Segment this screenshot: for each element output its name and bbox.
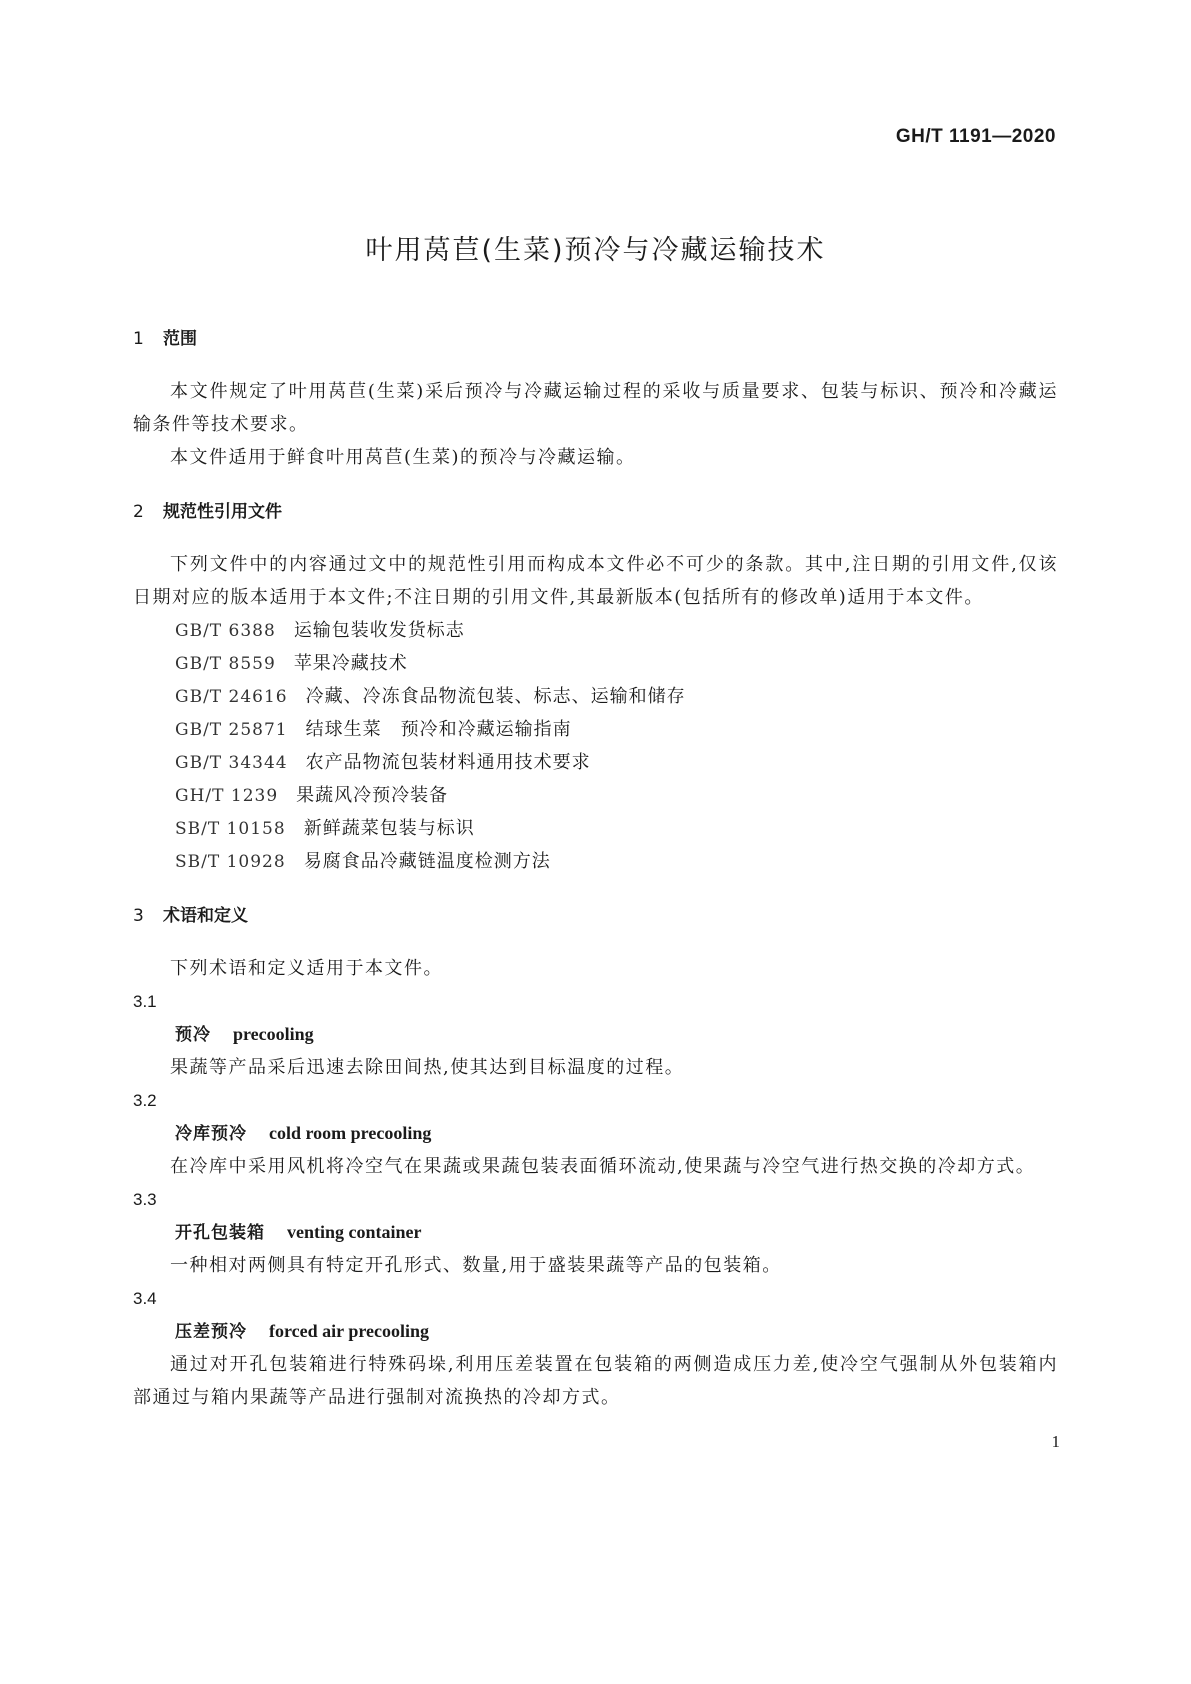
reference-title: 新鲜蔬菜包装与标识 [303, 818, 475, 839]
section-title: 范围 [163, 329, 197, 349]
reference-item [133, 845, 1058, 878]
section-number: 3 [133, 906, 144, 926]
reference-item [133, 713, 1058, 746]
scope-paragraph-2: 本文件适用于鲜食叶用莴苣(生菜)的预冷与冷藏运输。 [170, 447, 636, 468]
reference-code: GB/T 24616 [175, 687, 288, 707]
section-title: 规范性引用文件 [163, 502, 282, 522]
reference-item [133, 746, 1058, 779]
reference-code: SB/T 10928 [175, 852, 286, 872]
reference-code: GH/T 1239 [175, 786, 279, 806]
reference-item [133, 779, 1058, 812]
term-entry [133, 985, 1058, 1084]
scope-paragraph-1: 本文件规定了叶用莴苣(生菜)采后预冷与冷藏运输过程的采收与质量要求、包装与标识、预冷和冷藏运输条件等技术要求。 [133, 381, 1058, 435]
term-chinese: 预冷 [175, 1025, 211, 1045]
term-number: 3.1 [133, 992, 157, 1011]
reference-title: 农产品物流包装材料通用技术要求 [305, 752, 591, 773]
reference-code: GB/T 6388 [175, 621, 276, 641]
section-3-heading [133, 905, 1058, 927]
term-english: venting container [287, 1222, 422, 1242]
term-number: 3.4 [133, 1289, 157, 1308]
reference-title: 结球生菜 预冷和冷藏运输指南 [305, 719, 572, 740]
term-number: 3.2 [133, 1091, 157, 1110]
term-chinese: 压差预冷 [175, 1322, 247, 1342]
term-chinese: 冷库预冷 [175, 1124, 247, 1144]
term-entry [133, 1183, 1058, 1282]
reference-item [133, 680, 1058, 713]
term-heading [133, 1315, 1058, 1348]
term-heading [133, 1117, 1058, 1150]
term-heading [133, 1216, 1058, 1249]
term-english: forced air precooling [269, 1321, 429, 1341]
term-number: 3.3 [133, 1190, 157, 1209]
reference-item [133, 647, 1058, 680]
reference-code: GB/T 34344 [175, 753, 288, 773]
reference-title: 苹果冷藏技术 [293, 653, 408, 674]
section-title: 术语和定义 [163, 906, 248, 926]
term-english: cold room precooling [269, 1123, 432, 1143]
reference-title: 运输包装收发货标志 [293, 620, 465, 641]
term-definition: 在冷库中采用风机将冷空气在果蔬或果蔬包装表面循环流动,使果蔬与冷空气进行热交换的冷却方式。 [170, 1156, 1036, 1177]
section-number: 1 [133, 329, 144, 349]
reference-list [133, 614, 1058, 878]
term-definition: 通过对开孔包装箱进行特殊码垛,利用压差装置在包装箱的两侧造成压力差,使冷空气强制从外包装箱内部通过与箱内果蔬等产品进行强制对流换热的冷却方式。 [133, 1354, 1058, 1408]
section-2-heading [133, 501, 1058, 523]
reference-title: 果蔬风冷预冷装备 [296, 785, 449, 806]
term-english: precooling [233, 1024, 314, 1044]
page-number: 1 [1051, 1432, 1060, 1451]
section-number: 2 [133, 502, 144, 522]
reference-title: 易腐食品冷藏链温度检测方法 [303, 851, 551, 872]
reference-item [133, 812, 1058, 845]
term-entry [133, 1084, 1058, 1183]
reference-title: 冷藏、冷冻食品物流包装、标志、运输和储存 [305, 686, 686, 707]
term-chinese: 开孔包装箱 [175, 1223, 265, 1243]
reference-item [133, 614, 1058, 647]
normative-references-intro: 下列文件中的内容通过文中的规范性引用而构成本文件必不可少的条款。其中,注日期的引用文件,仅该日期对应的版本适用于本文件;不注日期的引用文件,其最新版本(包括所有的修改单)适用于本文件。 [133, 554, 1058, 608]
reference-code: GB/T 8559 [175, 654, 276, 674]
standard-code: GH/T 1191—2020 [895, 126, 1056, 147]
term-heading [133, 1018, 1058, 1051]
document-body [133, 328, 1058, 1414]
term-definition: 果蔬等产品采后迅速去除田间热,使其达到目标温度的过程。 [170, 1057, 685, 1078]
term-entry [133, 1282, 1058, 1414]
section-1-heading [133, 328, 1058, 350]
reference-code: SB/T 10158 [175, 819, 286, 839]
terms-intro: 下列术语和定义适用于本文件。 [170, 958, 443, 979]
document-title: 叶用莴苣(生菜)预冷与冷藏运输技术 [365, 235, 826, 266]
term-definition: 一种相对两侧具有特定开孔形式、数量,用于盛装果蔬等产品的包装箱。 [170, 1255, 782, 1276]
reference-code: GB/T 25871 [175, 720, 288, 740]
